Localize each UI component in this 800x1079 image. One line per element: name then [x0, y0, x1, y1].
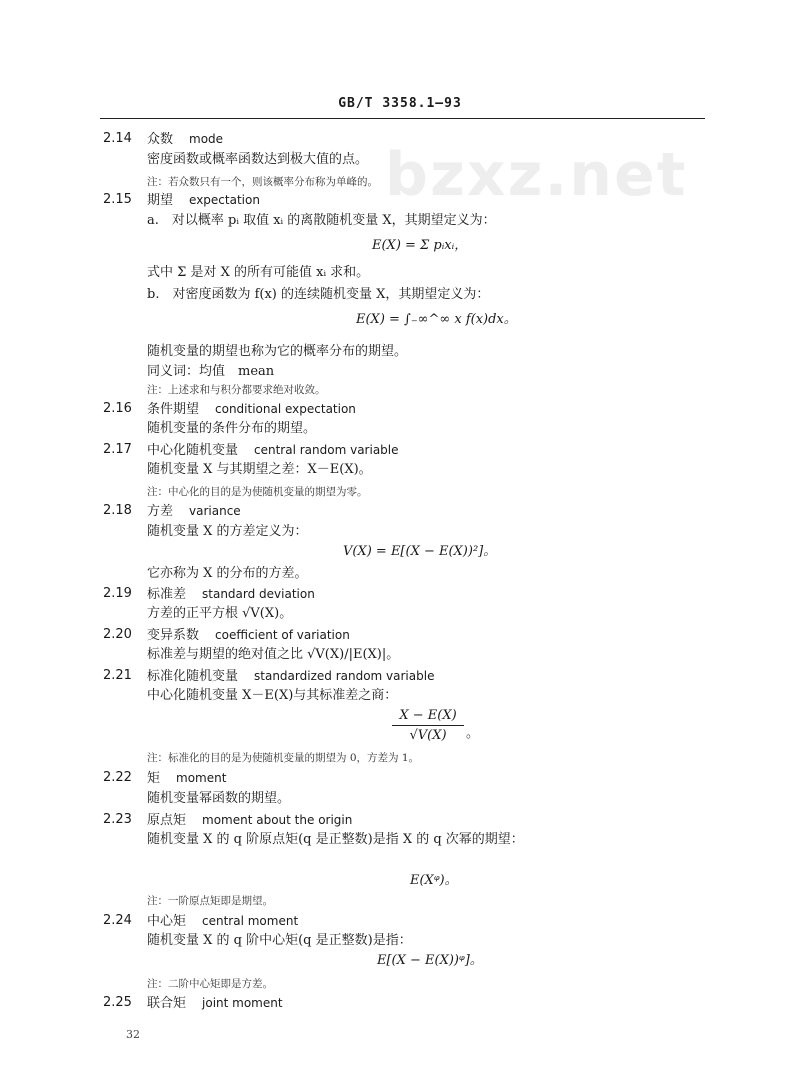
- term-heading: [147, 770, 226, 787]
- term-zh: 中心矩: [147, 914, 187, 929]
- term-en: central moment: [202, 914, 299, 928]
- term-zh: 原点矩: [147, 813, 187, 828]
- entry-number: 2.16: [103, 401, 132, 416]
- term-en: mode: [189, 132, 224, 146]
- term-zh: 联合矩: [147, 996, 187, 1011]
- definition: 随机变量 X 的 q 阶中心矩(q 是正整数)是指：: [147, 933, 412, 948]
- watermark: bzxz.net: [385, 140, 688, 210]
- term-heading: [147, 442, 399, 459]
- entry-number: 2.18: [103, 503, 132, 518]
- term-heading: [147, 503, 241, 520]
- definition: 密度函数或概率函数达到极大值的点。: [147, 152, 369, 167]
- term-en: central random variable: [254, 443, 399, 457]
- formula-raw-moment: E(Xᵠ)。: [410, 873, 458, 888]
- term-zh: 方差: [147, 504, 174, 519]
- entry-number: 2.25: [103, 995, 132, 1010]
- header-rule: [100, 118, 705, 119]
- note: 注：一阶原点矩即是期望。: [147, 895, 273, 907]
- term-en: conditional expectation: [215, 402, 356, 416]
- term-zh: 中心化随机变量: [147, 443, 239, 458]
- standard-header: GB/T 3358.1—93: [338, 96, 462, 111]
- entry-number: 2.14: [103, 131, 132, 146]
- definition: 随机变量 X 的方差定义为：: [147, 524, 308, 539]
- note: 注：若众数只有一个，则该概率分布称为单峰的。: [147, 176, 378, 188]
- definition: 它亦称为 X 的分布的方差。: [147, 566, 308, 581]
- synonym: 同义词：均值 mean: [147, 364, 275, 379]
- definition: 随机变量的条件分布的期望。: [147, 421, 317, 436]
- formula-variance: V(X) = E[(X − E(X))²]。: [343, 544, 497, 559]
- definition: 标准差与期望的绝对值之比 √V(X)/|E(X)|。: [147, 647, 400, 662]
- fraction-bar: [392, 725, 464, 726]
- term-zh: 标准差: [147, 587, 187, 602]
- entry-number: 2.17: [103, 442, 132, 457]
- term-zh: 矩: [147, 771, 161, 786]
- note: 注：标准化的目的是为使随机变量的期望为 0，方差为 1。: [147, 752, 420, 764]
- fraction-numerator: X − E(X): [399, 708, 457, 723]
- entry-number: 2.23: [103, 812, 132, 827]
- term-heading: [147, 812, 352, 829]
- definition: 方差的正平方根 √V(X)。: [147, 606, 293, 621]
- term-heading: [147, 995, 283, 1012]
- term-zh: 变异系数: [147, 628, 200, 643]
- definition: 随机变量幂函数的期望。: [147, 791, 291, 806]
- term-heading: [147, 586, 315, 603]
- term-heading: [147, 913, 298, 930]
- entry-number: 2.20: [103, 627, 132, 642]
- formula-expectation-discrete: E(X) = Σ pᵢxᵢ，: [372, 238, 468, 253]
- term-heading: [147, 131, 223, 148]
- term-zh: 众数: [147, 132, 174, 147]
- term-en: variance: [189, 504, 241, 518]
- definition: 中心化随机变量 X－E(X)与其标准差之商：: [147, 688, 398, 703]
- term-en: standard deviation: [202, 587, 315, 601]
- term-heading: [147, 192, 260, 209]
- term-en: moment about the origin: [202, 813, 353, 827]
- definition: 随机变量 X 的 q 阶原点矩(q 是正整数)是指 X 的 q 次幂的期望：: [147, 832, 524, 847]
- entry-number: 2.19: [103, 586, 132, 601]
- note: 注：中心化的目的是为使随机变量的期望为零。: [147, 486, 368, 498]
- term-zh: 条件期望: [147, 402, 200, 417]
- term-heading: [147, 401, 356, 418]
- entry-number: 2.21: [103, 668, 132, 683]
- fraction-standardized: [392, 708, 464, 743]
- entry-number: 2.24: [103, 913, 132, 928]
- term-en: standardized random variable: [254, 669, 435, 683]
- definition: 随机变量的期望也称为它的概率分布的期望。: [147, 344, 408, 359]
- note: 注：二阶中心矩即是方差。: [147, 978, 273, 990]
- note: 注：上述求和与积分都要求绝对收敛。: [147, 384, 326, 396]
- fraction-denominator: √V(X): [409, 728, 447, 743]
- item-a: a. 对以概率 pᵢ 取值 xᵢ 的离散随机变量 X，其期望定义为：: [147, 213, 496, 228]
- term-zh: 标准化随机变量: [147, 669, 239, 684]
- definition: 式中 Σ 是对 X 的所有可能值 xᵢ 求和。: [147, 265, 370, 280]
- page-number: 32: [126, 1028, 140, 1041]
- term-heading: [147, 627, 350, 644]
- term-en: expectation: [189, 193, 260, 207]
- term-heading: [147, 668, 434, 685]
- item-b: b. 对密度函数为 f(x) 的连续随机变量 X，其期望定义为：: [147, 287, 490, 302]
- entry-number: 2.22: [103, 770, 132, 785]
- formula-central-moment: E[(X − E(X))ᵠ]。: [377, 953, 483, 968]
- punctuation: 。: [466, 726, 480, 741]
- formula-expectation-continuous: E(X) = ∫₋∞^∞ x f(x)dx。: [356, 312, 517, 327]
- term-en: moment: [176, 771, 227, 785]
- definition: 随机变量 X 与其期望之差：X－E(X)。: [147, 462, 372, 477]
- entry-number: 2.15: [103, 192, 132, 207]
- term-en: coefficient of variation: [215, 628, 350, 642]
- term-en: joint moment: [202, 996, 283, 1010]
- term-zh: 期望: [147, 193, 174, 208]
